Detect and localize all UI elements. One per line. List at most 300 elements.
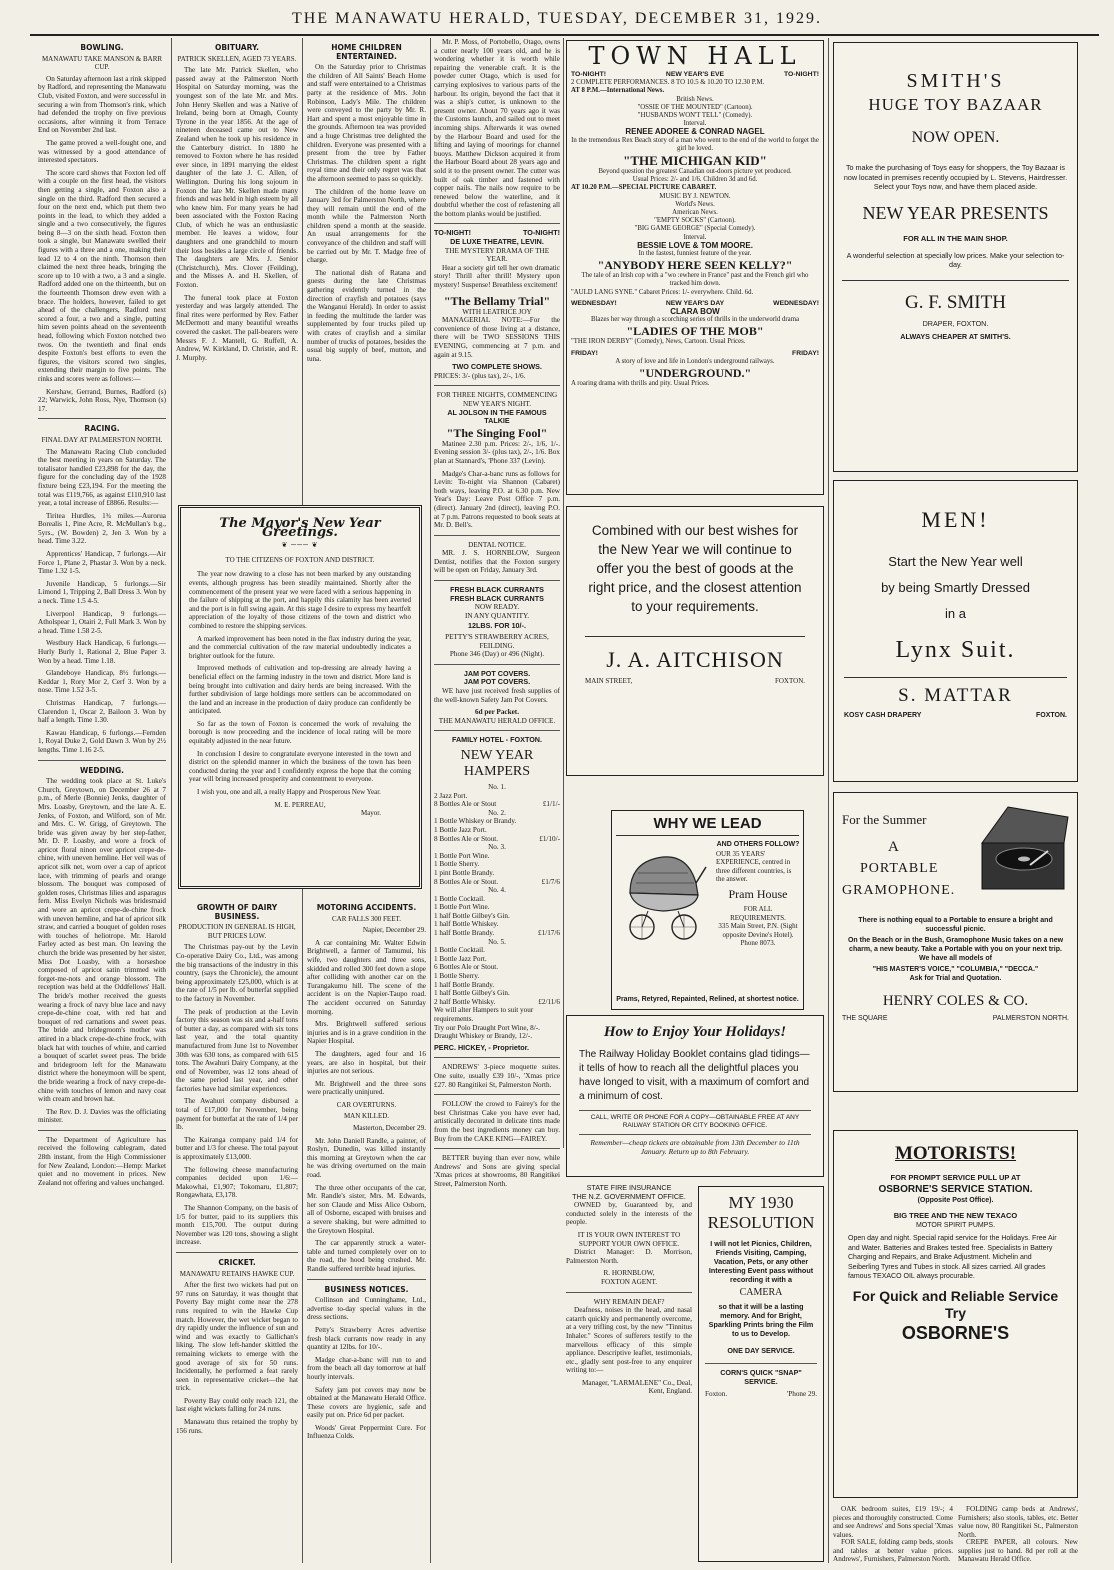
divider [307, 1279, 426, 1280]
film-title: "LADIES OF THE MOB" [626, 324, 764, 339]
ad-text: I will not let Picnics, Children, Friends Visiting, Camping, Vacation, Pets, or any other Interesting Event pass without recording it with a [708, 1239, 814, 1284]
ad-line: STATE FIRE INSURANCE [586, 1184, 672, 1192]
classified-column-c [833, 1538, 953, 1568]
ad-line: On the Beach or in the Bush, Gramophone Music takes on a new charm, a new beauty. Take a Portable with you on your next trip. [847, 937, 1064, 953]
article-paragraph: The national dish of Ratana and guests during the late Christmas gathering evidently turned in the direction of crayfish and potatoes (says the Wanganui Herald). In order to assist in feeding the multitude the larder was supplemented by four trucks piled up with crates of crayfish and a similar number of trucks of potatoes, besides the usual big supply of beef, mutton, and tuna. [307, 268, 426, 363]
article-paragraph: The Kairanga company paid 1/4 for butter and 1/3 for cheese. The total payout is approximately £13,000. [176, 1135, 298, 1162]
ad-line: In the fastest, funniest feature of the year. [638, 250, 752, 258]
ad-line: CORN'S QUICK "SNAP" SERVICE. [720, 1368, 802, 1386]
article-paragraph: The funeral took place at Foxton yesterday and was largely attended. The final rites were performed by Rev. Father McDermott and many beautiful wreaths covered the casket. The pall-bearers were Messrs F. J. Mantell, G. Ruffell, A. Andrew, W. Kirkland, D. Christie, and R. J. Murphy. [176, 293, 298, 362]
smiths-bazaar: HUGE TOY BAZAAR [868, 95, 1043, 114]
ad-line: IN ANY QUANTITY. [464, 611, 530, 620]
ad-line: Blazes her way through a scorching series of thrills in the underworld drama [591, 316, 799, 324]
mattar-footer [844, 712, 1067, 719]
mayor-signature: M. E. PERREAU, [274, 800, 326, 809]
hamper-item: 8 Bottles Ale or Stout. [434, 877, 499, 886]
ad-text: Hear a society girl tell her own dramatic story! Thrill after thrill! Mystery upon mystery! Suspense! Breathless excitement! [434, 263, 560, 290]
ad-line: MUSIC BY J. NEWTON. [659, 192, 731, 200]
article-paragraph: The Department of Agriculture has received the following cablegram, dated 28th instant, from the High Commissioner for New Zealand, London:—Hemp: Market quiet and no movement in prices. New Zealand not offering and values unchanged. [38, 1135, 166, 1187]
divider [176, 1252, 298, 1253]
subheading: PRODUCTION IN GENERAL IS HIGH, BUT PRICES LOW. [178, 923, 296, 940]
ad-line: Phone 346 (Day) or 496 (Night). [449, 650, 545, 659]
masthead-rule [30, 34, 1099, 36]
date-row [571, 350, 819, 358]
hamper-price-row [434, 800, 560, 809]
ad-line: 12LBS. FOR 10/-. [468, 621, 526, 631]
ad-line: Interval. [683, 120, 707, 128]
town: FOXTON. [1036, 712, 1067, 719]
article-paragraph: Liverpool Handicap, 9 furlongs.—Atholspear 1, Otairi 2, Full Mark 3. Won by a head. Time 1.58 2-5. [38, 609, 166, 635]
divider [705, 1363, 817, 1364]
film-title: "THE MICHIGAN KID" [623, 153, 767, 169]
ad-line: Interval. [683, 233, 707, 241]
date-label: WEDNESDAY! [773, 299, 819, 307]
mayor-greetings-box [178, 505, 422, 889]
hamper-item: 1 Bottle Port Wine. [434, 903, 490, 912]
smiths-title: SMITH'S [906, 70, 1005, 92]
ad-line: 335 Main Street, P.N. (Sight opposite Devine's Hotel). Phone 8073. [718, 922, 798, 948]
hamper-price-row [434, 998, 560, 1007]
article-paragraph: The daughters, aged four and 16 years, are also in hospital, but their injuries are not serious. [307, 1049, 426, 1076]
hamper-item: 1 half Bottle Brandy. [434, 980, 495, 989]
article-paragraph: On the Saturday prior to Christmas the children of All Saints' Beach Home and staff were entertained to a Christmas party at the residence of Mrs. John Robinson, Lady's Mile. The children were conveyed to the party by Mr. R. Hart and spent a most enjoyable time in the grounds. Afternoon tea was provided and a huge Christmas tree delighted the children. Everyone was presented with a present from the tree by Father Christmas. The children spent a right royal time and their only regret was that the afternoon seemed to pass so quickly. [307, 63, 426, 183]
article-paragraph: Mrs. Brightwell suffered serious injuries and is in a grave condition in the Napier Hospital. [307, 1020, 426, 1046]
article-paragraph: Collinson and Cunninghame, Ltd., advertise to-day special values in the dress sections. [307, 1296, 426, 1322]
ad-line: The tale of an Irish cop with a "wo :ewhere in France" past and the French girl who tracked him down. [581, 272, 809, 288]
holiday-remember: Remember—cheap tickets are obtainable from 13th December to 11th January. Return up to 8th February. [579, 1134, 811, 1156]
section-heading: WHY REMAIN DEAF? [593, 1297, 665, 1306]
motorists-body: Open day and night. Special rapid service for the Holidays. Free Air and Water. Batteries and Brakes tested free. Specialists in Battery Charging and Repairs, and Brake Adjustment. Michelin and Seiberling Tyres and Tubes in stock. All sizes carried. All grades famous TEXACO OIL always procurable. [848, 1235, 1057, 1280]
film-stars: RENEE ADOREE & CONRAD NAGEL [625, 127, 765, 137]
ad-line: AL JOLSON IN THE FAMOUS TALKIE [447, 407, 547, 426]
ad-line: PRICES: 3/- (plus tax), 2/-, 1/6. [434, 371, 526, 380]
ad-text: Matinee 2.30 p.m. Prices: 2/-, 1/6, 1/-. Evening session 3/- (plus tax), 2/-, 1/6. Box plan at Stannard's, 'Phone 337 (Levin). [434, 439, 560, 465]
camera-word: CAMERA [739, 1287, 783, 1298]
divider [38, 1130, 166, 1131]
article-paragraph: The three other occupants of the car, Mr. Randle's sister, Mrs. M. Edwards, her son Claude and Miss Alice Osborn, all of Osborne, escaped with bruises and a severe shaking, but were admitted to the Greytown Hospital. [307, 1183, 426, 1235]
aitchison-name: J. A. AITCHISON [606, 647, 784, 672]
film-title: "UNDERGROUND." [638, 366, 752, 381]
hamper-price-row [434, 835, 560, 844]
smiths-ad [833, 42, 1078, 472]
mattar-headline: MEN! [921, 507, 990, 532]
article-paragraph: The Christmas pay-out by the Levin Co-operative Dairy Co., Ltd., was among the big transactions of the industry in this country, (says the Chronicle), the amount being approximately £25,000, which is at the rate of 1/5 per lb. of butterfat supplied to the factory in November. [176, 943, 298, 1003]
classified-column-d [958, 1538, 1078, 1568]
subheading: MAN KILLED. [343, 1112, 390, 1121]
street: THE SQUARE [842, 1015, 888, 1022]
film-stars: CLARA BOW [670, 307, 720, 317]
osborne-name: OSBORNE'S [901, 1322, 1010, 1343]
hamper-number: No. 2. [488, 808, 506, 817]
hamper-item: 1 half Bottle Whiskey. [434, 920, 499, 929]
town: PALMERSTON NORTH. [992, 1015, 1069, 1022]
aitchison-message: Combined with our best wishes for the New Year we will continue to offer you the best of goods at the right price, and the closest attention to your requirements. [588, 523, 802, 614]
ad-line: "BIG GAME GEORGE" (Special Comedy). [634, 225, 756, 233]
obituary-column [176, 38, 298, 500]
ad-line: British News. [676, 95, 714, 103]
ad-line: FOR PROMPT SERVICE PULL UP AT [890, 1173, 1021, 1182]
street: MAIN STREET, [585, 677, 633, 685]
hamper-item: 1 Bottle Sherry. [434, 972, 480, 981]
section-heading: MOTORING ACCIDENTS. [316, 903, 417, 912]
column-4 [434, 38, 560, 1566]
article-paragraph: Poverty Bay could only reach 121, the last eight wickets falling for 24 runs. [176, 1396, 298, 1414]
smiths-presents: NEW YEAR PRESENTS [862, 202, 1049, 223]
hamper-item: 1 Bottle Whiskey or Brandy. [434, 817, 517, 826]
hamper-item: 1 Bottle Jazz Port. [434, 825, 487, 834]
divider [38, 760, 166, 761]
divider [434, 730, 560, 731]
article-paragraph: Kershaw, Gerrand, Burnes, Radford (s) 22; Warwick, John Ross, Nye, Thomson (s) 17. [38, 387, 166, 413]
ad-line: In the tremendous Rex Beach story of a man who went to the end of the world to forget the girl he loved. [571, 136, 819, 152]
divider [434, 580, 560, 581]
masthead: THE MANAWATU HERALD, TUESDAY, DECEMBER 31, 1929. [292, 10, 822, 27]
dateline: Napier, December 29. [362, 926, 426, 935]
ad-line: PETTY'S STRAWBERRY ACRES, FEILDING. [445, 633, 549, 650]
mattar-name: S. MATTAR [898, 685, 1013, 706]
home-children-column [307, 38, 426, 500]
ad-line: OUR 35 YEARS' EXPERIENCE, centred in three different countries, is the answer. [716, 849, 792, 884]
theatre-name: DE LUXE THEATRE, LEVIN. [450, 237, 544, 247]
classified-ad: FOLDING camp beds at Andrews', Furnishers; also stools, tables, etc. Better value now, 80 Rangitikei St., Palmerston North. [958, 1505, 1078, 1539]
holiday-title: How to Enjoy Your Holidays! [603, 1024, 787, 1040]
ad-line: TWO COMPLETE SHOWS. [452, 362, 542, 372]
shop-name: KOSY CASH DRAPERY [844, 712, 922, 719]
pram-house-text [716, 841, 800, 948]
ad-line: FRESH BLACK CURRANTS [450, 585, 544, 595]
ad-line: DRAPER, FOXTON. [922, 318, 989, 328]
ad-line: AND OTHERS FOLLOW? [716, 841, 800, 848]
section-heading: BUSINESS NOTICES. [324, 1284, 409, 1294]
article-paragraph: The peak of production at the Levin factory this season was six and a-half tons of butter a day, as compared with six tons last year, and the total quantity manufactured from June 1st to November 30th was 630 tons, as compared with 615 tons. The Awahuri Dairy Company, at the end of November, was 12 tons ahead of the same period last year, and other factories have had similar experiences. [176, 1007, 298, 1093]
town-hall-ad [566, 40, 824, 495]
column-rule [563, 38, 564, 1148]
ad-text: Deafness, noises in the head, and nasal catarrh quickly and permanently overcome, at a very trifling cost, by the new "Tinnitus Inhaler." Scores of sufferers testify to the marvellous efficacy of this simple appliance. Descriptive leaflet, testimonials, etc., gladly sent post-free to any enquirer writing to:— [566, 1306, 692, 1375]
ad-line: "THE IRON DERBY" (Comedy), News, Cartoon. Usual Prices. [571, 338, 746, 346]
notice-heading: DENTAL NOTICE. [468, 540, 526, 549]
ad-line: World's News. [675, 200, 715, 208]
hamper-item: 1 half Bottle Gilbey's Gin. [434, 911, 510, 920]
classified-ad: CREPE PAPER, all colours. New supplies just to hand. 8d per roll at the Manawatu Herald Office. [958, 1538, 1078, 1564]
railway-holiday-ad [566, 1015, 824, 1177]
resolution-ad [698, 1186, 824, 1562]
article-paragraph: Kawau Handicap, 6 furlongs.—Fernden 1, Royal Duke 2, Gold Dawn 3. Won by 2½ lengths. Time 1.16 2-5. [38, 728, 166, 754]
ad-text: District Manager: D. Morrison, Palmerston North. [566, 1248, 692, 1265]
resolution-title: MY 1930 [728, 1193, 794, 1212]
section-heading: WEDDING. [80, 765, 124, 775]
article-paragraph: The score card shows that Foxton led off with a couple on the first head, the visitors then getting a single, and Foxton also a single on the third. Radford then secured a four on the next end, which put them two points in the lead, to which they added a single and a two consecutively, the figures being 8—3 on the sixth head. Foxton then took a single, but Manawatu swelled their figures with a three and a one, making their lead 12 to 4 on the ninth. Thomson then claimed the next three heads, bringing the score up to 10 with a two, a 3 and a single. Radford added one on the thirteenth, but on the fourteenth Thomson drew even with a brace. The holders, however, failed to get ahead of the challengers, Radford next scored a four, a two and a single, putting him seven points ahead on the seventeenth head, following which Foxton notched two twos. On the twentieth and final ends despite Foxton's best efforts to even the figures, the visitors scored two singles, extending their margin to five points. The rinks and scores were as follows:— [38, 168, 166, 383]
section-heading: HOME CHILDREN ENTERTAINED. [331, 43, 402, 61]
ad-footer [705, 1390, 817, 1399]
hamper-note: Try our Polo Draught Port Wine, 8/-. [434, 1023, 540, 1032]
column-rule [430, 38, 431, 1563]
hamper-item: 8 Bottles Ale or Stout. [434, 834, 499, 843]
ad-line: THE N.Z. GOVERNMENT OFFICE. [572, 1191, 686, 1201]
divider [434, 1094, 560, 1095]
motorists-title: MOTORISTS! [894, 1143, 1017, 1164]
article-paragraph: Westbury Hack Handicap, 6 furlongs.—Hurly Burly 1, Rational 2, Blue Paper 3. Won by a head. Time 1.18. [38, 639, 166, 665]
theatre-tagline: THE MYSTERY DRAMA OF THE YEAR. [444, 246, 550, 264]
ad-line: JAM POT COVERS. [463, 677, 531, 687]
article-paragraph: After the first two wickets had put on 97 runs on Saturday, it was thought that Poverty Bay might come near the 278 runs required to win the Hawke Cup match. However, the wet wicket began to dry rapidly under the influence of sun and wind and was exactly to Gallichan's liking. The slow left-hander skittled the remaining wickets to emerge with the good average of six for 50 runs. Incidentally, he performed a feat rarely seen in representative cricket—the hat trick. [176, 1281, 298, 1393]
ad-line: FOR ALL IN THE MAIN SHOP. [903, 233, 1008, 243]
henry-coles-address [842, 1015, 1069, 1022]
ad-line: A wonderful selection at specially low prices. Make your selection to-day. [846, 250, 1065, 269]
holiday-call: CALL, WRITE OR PHONE FOR A COPY—OBTAINABLE FREE AT ANY RAILWAY STATION OR CITY BOOKING OFFICE. [579, 1110, 811, 1130]
ad-line: Manager, "LARMALENE" Co., Deal, Kent, England. [582, 1378, 692, 1396]
hamper-price-row [434, 878, 560, 887]
ad-line: FRESH BLACK CURRANTS [450, 593, 544, 603]
classified-ad: FOLLOW the crowd to Fairey's for the best Christmas Cake you have ever had, artistically decorated in delicate tints made from the best ingredients money can buy. Buy from the CAKE KING—FAIREY. [434, 1100, 560, 1143]
article-paragraph: Tiritea Hurdles, 1¾ miles.—Aurorua Borealis 1, Pine Acre, R. McMullan's b.g., 5yrs., (W. Bowden) 2, Jen 3. Won by a head. Time 3.22. [38, 511, 166, 546]
ad-line: by being Smartly Dressed [881, 580, 1030, 595]
article-paragraph: The Shannon Company, on the basis of 1/5 for butter, paid to its suppliers this month £15,700. The output during November was 120 tons, showing a slight increase. [176, 1204, 298, 1247]
subheading: FINAL DAY AT PALMERSTON NORTH. [41, 435, 163, 444]
dateline: Masterton, December 29. [352, 1124, 426, 1133]
divider [842, 280, 1069, 281]
article-paragraph: The children of the home leave on January 3rd for Palmerston North, where they will remain until the end of the month while the Palmerston North children spend a month at the seaside. An usual arrangements for the conveyance of the children and staff will be carried out by Mr. T. Madge free of charge. [307, 187, 426, 265]
ad-line: THE MANAWATU HERALD OFFICE. [438, 716, 556, 725]
article-paragraph: On Saturday afternoon last a rink skipped by Radford, and representing the Manawatu Club, visited Foxton, and were successful in securing a win from Thomson's rink, which had defended the trophy on five previous occasions, after winning it from Terrace End on November 2nd last. [38, 74, 166, 135]
ad-line: GRAMOPHONE. [842, 883, 956, 898]
film-title: "The Bellamy Trial" [443, 293, 551, 308]
article-paragraph: The following cheese manufacturing companies decided upon 1/6:—Makowhai, £1,907; Tokomaru, £1,807; Rongawhata, £3,178. [176, 1165, 298, 1200]
mayor-paragraph: Improved methods of cultivation and top-dressing are already having a beneficial effect on the farming industry in the town and district. More land is being brought into cultivation and dairy herds are being increased. With the further subdivision of large holdings more settlers can be accommodated on the land and an increase in the production of dairy produce can confidently be anticipated. [189, 664, 411, 716]
article-paragraph: Apprentices' Handicap, 7 furlongs.—Air Force 1, Plane 2, Phastar 3. Won by a neck. Time 1.32 1-5. [38, 550, 166, 576]
article-paragraph: A car containing Mr. Walter Edwin Brightwell, a farmer of Tamumui, his wife, two daughters and three sons, skidded and rolled 300 feet down a slope after colliding with another car on the Turangakumu hill. The scene of the accident is on the Napier-Taupo road. The accident occurred on Saturday morning. [307, 938, 426, 1016]
lynx-suit: Lynx Suit. [895, 637, 1016, 663]
ad-line: FOXTON AGENT. [600, 1277, 658, 1286]
date-label: TO-NIGHT! [571, 71, 606, 78]
ad-line: AT 8 P.M.—International News. [571, 87, 665, 95]
ad-line: For the Summer [842, 812, 927, 827]
hamper-item: 1 Bottle Cocktail. [434, 894, 485, 903]
divider [434, 1148, 560, 1149]
divider [434, 664, 560, 665]
ad-text: OWNED by, Guaranteed by, and conducted solely in the interests of the people. [566, 1201, 692, 1227]
divider [434, 223, 560, 224]
pram-house-ad [611, 810, 804, 1010]
article-paragraph: Woods' Great Peppermint Cure. For Influenza Colds. [307, 1423, 426, 1441]
date-label: NEW YEAR'S EVE [665, 71, 725, 78]
hampers-title: NEW YEAR HAMPERS [460, 747, 534, 779]
section-heading: OBITUARY. [214, 43, 260, 52]
article-paragraph: The wedding took place at St. Luke's Church, Greytown, on December 26 at 7 p.m., of Merle (Bonnie) Jenks, daughter of Mrs. Loasby, Greytown, and the late A. E. Jenks, of Foxton, and Wilford, son of Mr. and Mrs. C. W. Grigg, of Greytown. The bride was given away by her step-father, Mr. D. P. Loasby, and wore a frock of apricot floral ninon over apricot crepe-de-chine, with uneven hemline. Her veil was of apricot silk net, worn over a cap of apricot lace, with trimming of pearls and orange blossom. The bouquet was composed of golden roses, Christmas lilies and asparagus fern. Miss Evelyn Nichols was bridesmaid and wore an apricot crepe-de-chine frock with uneven hemline, and hat of apricot silk straw, and carried a bouquet of golden roses with touches of heliotrope. Mr. Harold Farley acted as best man. On leaving the church the bride was presented by her sister, Miss Dot Loasby, with a horseshoe composed of apricot satin trimmed with forget-me-nots and orange blossom. The reception was held at the Oddfellows' Hall. The bride's mother received the guests wearing a frock of navy blue lace and navy crepe-de-chine coat, with red hat and bouquet of red carnations and sweet peas. The bride and bridegroom's mother was attired in a black crepe-de-chine frock, with black hat with touches of white, and carried a bouquet of scarlet sweet peas. The bride and bridegroom left for the Manawatu district where the honeymoon will be spent, the bride wearing a frock of navy crepe-de-chine with touches of lemon and navy coat with cream and brown hat. [38, 777, 166, 1104]
hamper-item: 1 half Bottle Brandy. [434, 929, 495, 938]
proprietor: PERC. HICKEY, - Proprietor. [434, 1042, 530, 1052]
ad-line: ALWAYS CHEAPER AT SMITH'S. [900, 331, 1011, 341]
hamper-number: No. 5. [488, 937, 506, 946]
article-paragraph: The Awahuri company disbursed a total of £17,000 for November, being payment for butterfat at the rate of 1/4 per lb. [176, 1097, 298, 1132]
phone: 'Phone 29. [786, 1390, 817, 1398]
smiths-open: NOW OPEN. [911, 129, 1000, 146]
dairy-cricket-column [176, 898, 298, 1566]
henry-coles-name: HENRY COLES & CO. [882, 993, 1029, 1009]
article-paragraph: Manawatu thus retained the trophy by 156 runs. [176, 1418, 298, 1435]
ad-line: We have all models of [918, 955, 992, 962]
hamper-price: £2/11/6 [538, 997, 560, 1006]
ad-line: AT 10.20 P.M.—SPECIAL PICTURE CABARET. [571, 184, 717, 192]
aitchison-ad [566, 506, 824, 776]
ad-line: "OSSIE OF THE MOUNTED" (Cartoon). [637, 103, 753, 111]
tonight-label: TO-NIGHT! [434, 228, 471, 238]
ad-line: "EMPTY SOCKS" (Cartoon). [654, 217, 736, 225]
motoring-column [307, 898, 426, 1566]
ad-line: A [888, 839, 899, 855]
hamper-item: 1 Bottle Cocktail. [434, 946, 485, 955]
film-title: "ANYBODY HERE SEEN KELLY?" [597, 258, 793, 273]
mayor-salutation: TO THE CITIZENS OF FOXTON AND DISTRICT. [225, 555, 375, 564]
hamper-number: No. 1. [488, 782, 506, 791]
section-heading: BOWLING. [80, 43, 124, 52]
hamper-price: £1/1/- [542, 800, 560, 809]
ad-line: "HUSBANDS WON'T TELL" (Comedy). [637, 112, 753, 120]
mayor-paragraph: The year now drawing to a close has not been marked by any outstanding events, although progress has been steadily maintained. Shortly after the commencement of the present year we were faced with a serious happening in the failure of shipping at the port, and happily this calamity has been averted and the port is in full swing again. At this stage I desire to express my heartfelt appreciation of the loyalty of those citizens of the town and district who combined to restore the shipping services. [189, 570, 411, 630]
ad-line: There is nothing equal to a Portable to ensure a bright and successful picnic. [858, 917, 1053, 933]
ad-line: For Quick and Reliable Service Try [852, 1287, 1059, 1321]
ornament: ❦ ─── ❦ [281, 541, 319, 550]
ad-line: JAM POT COVERS. [463, 668, 531, 678]
hamper-item: 2 half Bottle Whisky. [434, 997, 496, 1006]
ad-line: MOTOR SPIRIT PUMPS. [915, 1222, 996, 1229]
smiths-body: To make the purchasing of Toys easy for shoppers, the Toy Bazaar is now located in premises recently occupied by L. Stevens, Hairdresser. Select your Toys now, and have them placed aside. [843, 163, 1068, 191]
mayor-title: The Mayor's New Year Greetings. [219, 516, 381, 540]
mattar-ad [833, 480, 1078, 782]
ad-line: 2 COMPLETE PERFORMANCES. 8 TO 10.5 & 10.20 TO 12.30 P.M. [571, 79, 765, 87]
mayor-role: Mayor. [360, 809, 381, 818]
section-heading: RACING. [84, 424, 120, 434]
osborne-service: OSBORNE'S SERVICE STATION. [878, 1184, 1033, 1195]
ad-line: FOR ALL REQUIREMENTS. [730, 904, 786, 922]
hamper-price: £1/7/6 [541, 877, 560, 886]
ad-line: FOR THREE NIGHTS, COMMENCING NEW YEAR'S NIGHT. [436, 391, 558, 408]
divider [434, 1057, 560, 1058]
hamper-item: 1 half Bottle Gilbey's Gin. [434, 989, 510, 998]
article-paragraph: The game proved a well-fought one, and was witnessed by a good attendance of interested spectators. [38, 138, 166, 165]
ad-text: MANAGERIAL NOTE:—For the convenience of those living at a distance, there will be TWO SESSIONS THIS EVENING, commencing at 7 p.m. and again at 9.15. [434, 316, 560, 359]
hamper-item: 8 Bottles Ale or Stout [434, 800, 497, 809]
ad-line: "AULD LANG SYNE." Cabaret Prices: 1/- everywhere. Child. 6d. [571, 288, 754, 296]
hamper-number: No. 4. [488, 886, 506, 895]
article-paragraph: Petty's Strawberry Acres advertise fresh black currants now ready in any quantity at 12lbs. for 10/-. [307, 1325, 426, 1352]
ad-line: A roaring drama with thrills and pity. Usual Prices. [571, 380, 710, 388]
classified-ad: ANDREWS' 3-piece moquette suites. One suite, usually £39 10/-, 'Xmas price £27. 80 Rangitikei St, Palmerston North. [434, 1063, 560, 1089]
pram-illustration [618, 843, 708, 943]
hamper-item: 1 Bottle Sherry. [434, 860, 480, 869]
divider [434, 385, 560, 386]
article-paragraph: Juvenile Handicap, 5 furlongs.—Sir Limond 1, Tripping 2, Ball Dress 3. Won by a neck. Time 1.5 4-5. [38, 579, 166, 606]
aitchison-address [585, 677, 805, 685]
hotel-name: FAMILY HOTEL - FOXTON. [452, 735, 542, 745]
ad-line: Beyond question the greatest Canadian out-doors picture yet produced. [598, 168, 792, 176]
town: Foxton. [705, 1390, 728, 1398]
subheading: PATRICK SKELLEN, AGED 73 YEARS. [177, 54, 297, 63]
hamper-price: £1/10/- [539, 834, 560, 843]
classified-ad: BETTER buying than ever now, while Andrews' and Sons are giving special 'Xmas prices at showrooms, 80 Rangitikei Street, Palmerston North. [434, 1154, 560, 1188]
ad-line: A story of love and life in London's underground railways. [615, 357, 775, 365]
ad-line: ONE DAY SERVICE. [727, 1346, 795, 1355]
ad-line: (Opposite Post Office). [917, 1197, 994, 1204]
film-stars: BESSIE LOVE & TOM MOORE. [637, 240, 753, 250]
ad-line: BIG TREE AND THE NEW TEXACO [893, 1211, 1018, 1220]
hamper-item: 6 Bottles Ale or Stout. [434, 963, 499, 972]
divider [844, 677, 1067, 678]
article-paragraph: The Manawatu Racing Club concluded the best meeting in years on Saturday. The totalisator handled £23,898 for the day, the figure for the concluding day of the 1928 fixture being £23,194. For the meeting the total was £119,766, as against £110,910 last year, a total increase of £8866. Results:— [38, 447, 166, 508]
film-title: "The Singing Fool" [446, 425, 548, 440]
date-label: FRIDAY! [792, 349, 819, 357]
tonight-label: TO-NIGHT! [523, 228, 560, 238]
article-paragraph: Glandeboye Handicap, 8½ furlongs.—Keddar 1, Rory Mor 2, Cerf 3. Won by a nose. Time 1.52 3-5. [38, 669, 166, 695]
article-paragraph: The late Mr. Patrick Skellen, who passed away at the Palmerston North Hospital on Saturday morning, was the youngest son of the late Mr. and Mrs. John Henry Skellen and was a Native of Ireland, being born at Omagh, County Tyrone in the year 1856. At the age of nineteen deceased came out to New Zealand when he took up his residence in the Canterbury district. In 1880 he removed to Foxton where he has resided ever since, in 1891 marrying the eldest daughter of the late J. C. Allen, of Wellington. During his long sojourn in Foxton the late Mr. Skellen made many friends and was held in high esteem by all who knew him. For many years he had been associated with the Foxton Racing Club, of which he was an enthusiastic member. He leaves a widow, four daughters and one grandchild to mourn their loss besides a large circle of friends. The daughters are Mrs. J. Senior (Christchurch), Mrs. Clover (Feilding), and the Misses A. and H. Skellen, of Foxton. [176, 66, 298, 290]
hamper-note: We will alter Hampers to suit your requirements. [434, 1006, 534, 1023]
insurance-column [566, 1184, 692, 1564]
article-paragraph: Christmas Handicap, 7 furlongs.—Clarendon 1, Oscar 2, Bailoon 3. Won by half a length. Time 1.30. [38, 698, 166, 725]
hamper-price: £1/17/6 [538, 929, 560, 938]
town: FOXTON. [774, 677, 805, 685]
date-label: NEW YEAR'S DAY [665, 299, 725, 307]
hamper-price-row [434, 929, 560, 938]
mayor-paragraph: In conclusion I desire to congratulate everyone interested in the town and district on the splendid manner in which the business of the town has been conducted during the year and I confidently express the hope that the coming year will bring increased prosperity and contentment to everyone. [189, 749, 411, 784]
column-1 [38, 38, 166, 1566]
subheading: MANAWATU RETAINS HAWKE CUP. [179, 1269, 295, 1278]
ad-line: Usual Prices: 2/- and 1/6. Children 3d and 6d. [632, 176, 758, 184]
film-star: WITH LEATRICE JOY [462, 307, 532, 316]
ad-line: 6d per Packet. [475, 708, 519, 717]
hamper-item: 1 pint Bottle Brandy. [434, 868, 495, 877]
gf-smith-name: G. F. SMITH [905, 291, 1006, 313]
ad-line: IT IS YOUR OWN INTEREST TO SUPPORT YOUR OWN OFFICE. [577, 1230, 681, 1248]
ad-line: in a [945, 606, 966, 621]
ad-line: R. HORNBLOW, [603, 1269, 655, 1278]
column-rule [171, 38, 172, 1563]
gramophone-illustration [978, 803, 1070, 895]
article-paragraph: Safety jam pot covers may now be obtained at the Manawatu Herald Office. These covers are hygienic, safe and easily put on. Price 6d per packet. [307, 1385, 426, 1420]
holiday-body: The Railway Holiday Booklet contains glad tidings—it tells of how to reach all the delightful places you have longed to visit, with a maximum of comfort and a minimum of cost. [579, 1049, 810, 1102]
classified-ad: OAK bedroom suites, £19 19/-; 4 pieces and thoroughly constructed. Come and see Andrews' and Sons special 'Xmas values. [833, 1505, 953, 1539]
article-paragraph: Mr. John Daniell Randle, a painter, of Roslyn, Dunedin, was killed instantly this morning at Greytown when the car he was driving overturned on the main road. [307, 1136, 426, 1180]
article-paragraph: Madge char-a-banc will run to and from the beach all day tomorrow at half hourly intervals. [307, 1355, 426, 1381]
section-heading: GROWTH OF DAIRY BUSINESS. [196, 903, 278, 921]
divider [585, 636, 805, 637]
article-paragraph: The Rev. D. J. Davies was the officiating minister. [38, 1107, 166, 1125]
notice-text: MR. J. S. HORNBLOW, Surgeon Dentist, notifies that the Foxton surgery will be open on Friday, January 3rd. [434, 549, 560, 575]
ad-text: so that it will be a lasting memory. And for Bright, Sparkling Prints bring the Film to us to Develop. [708, 1302, 814, 1338]
pram-house-name: Pram House [728, 886, 788, 901]
date-label: FRIDAY! [571, 349, 598, 357]
ad-line: "HIS MASTER'S VOICE," "COLUMBIA," "DECCA." [872, 966, 1039, 973]
article-paragraph: Mr. P. Moss, of Portobello, Otago, owns a cutter nearly 100 years old, and he is wondering whether it is worth while repairing the venerable craft. It is the powder cutter Otago, which is used for carrying explosives to various parts of the harbour. Its origin, beyond the fact that it was a ship's cutter, is unknown to the present owner. About 70 years ago it was the Customs launch, and sailed out to meet incoming ships. Afterwards it was owned by the Harbour Board and used for the lifting and laying of moorings for channel buoys. Matthew Dickson acquired it from the Harbour Board about 28 years ago and sold it to the present owner. The cutter was built of oak timber and fastened with copper nails. The nails now require to be renewed below the waterline, and it doubtful whether the cost of refastening all the bottom planks would be justified. [434, 38, 560, 218]
gramophone-ad [833, 792, 1078, 1092]
subheading: MANAWATU TAKE MANSON & BARR CUP. [41, 54, 163, 72]
ad-line: Ask for Trial and Quotation. [909, 975, 1002, 982]
hamper-item: 1 Bottle Jazz Port. [434, 954, 487, 963]
date-row [571, 71, 819, 79]
ad-line: NOW READY. [474, 603, 520, 612]
pram-house-footer: Prams, Retyred, Repainted, Relined, at shortest notice. [616, 996, 799, 1003]
divider [566, 1292, 692, 1293]
ad-text: WE have just received fresh supplies of the well-known Safety Jam Pot Covers. [434, 687, 560, 704]
hamper-number: No. 3. [488, 843, 506, 852]
subheading: CAR OVERTURNS. [336, 1100, 397, 1109]
motorists-ad [833, 1130, 1078, 1498]
ad-text: Madge's Char-a-banc runs as follows for Levin: To-night via Shannon (Cabaret) both ways, leaving P.O. at 6.30 p.m. New Year's Day: Leave Post Office 7 p.m. (direct). January 2nd (direct), leaving P.O. at 7 p.m. Patrons requested to book seats at Mr. D. Bell's. [434, 469, 560, 530]
ad-line: American News. [672, 209, 718, 217]
hamper-item: 2 Jazz Port. [434, 791, 468, 800]
why-we-lead-title: WHY WE LEAD [616, 815, 799, 836]
hamper-item: 1 Bottle Port Wine. [434, 851, 490, 860]
subheading: CAR FALLS 300 FEET. [332, 914, 401, 923]
ad-line: PORTABLE [860, 861, 939, 876]
